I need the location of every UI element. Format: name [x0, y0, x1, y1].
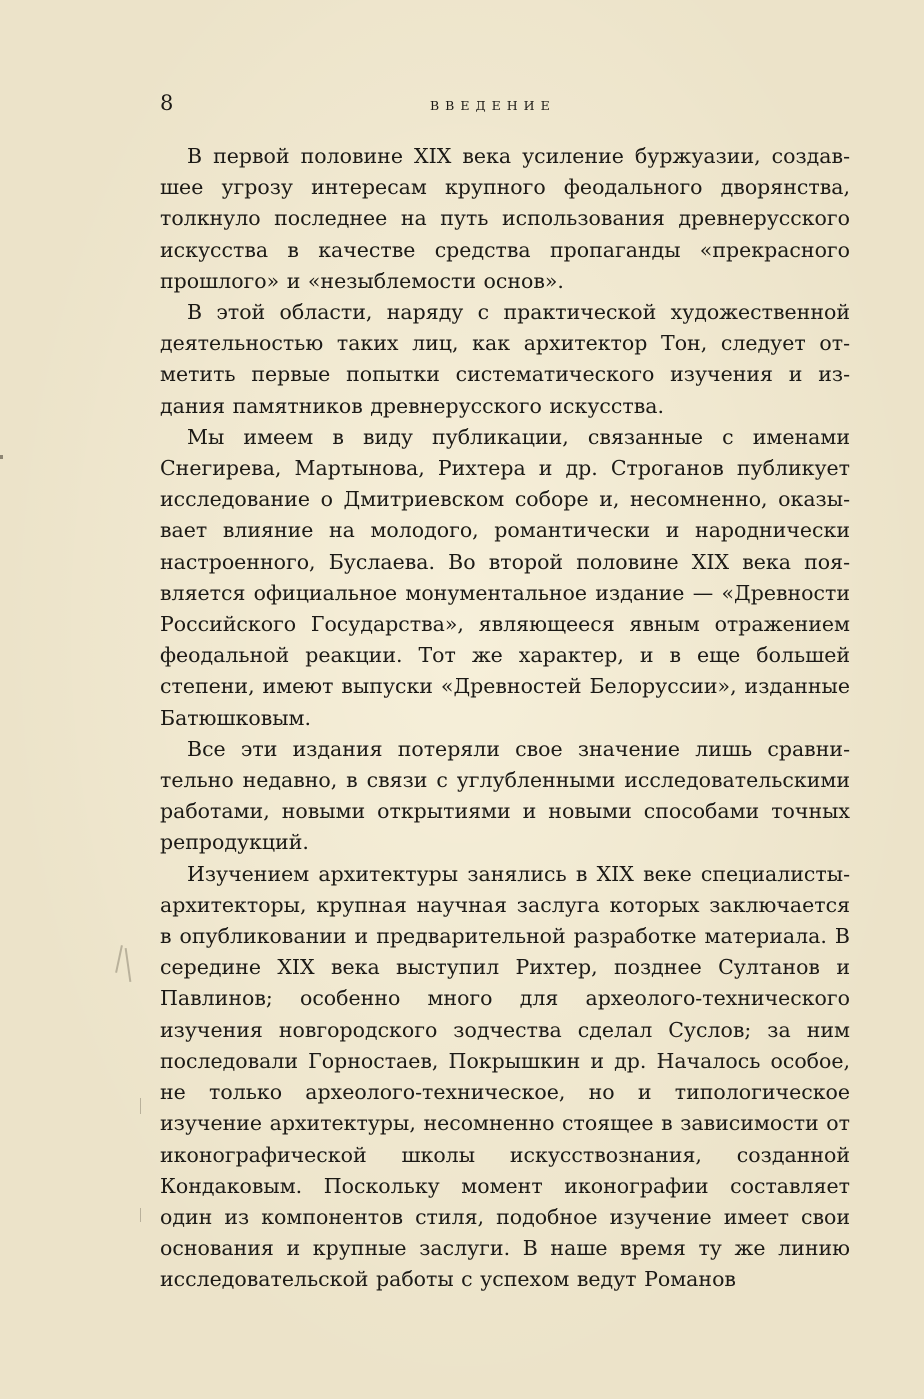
- paragraph: В этой области, наряду с практической художественной деятельностью таких лиц, как архитектор Тон, следует отметить первые попытки систематического изучения и издания памятников древнерусского искусства.: [160, 300, 850, 418]
- page-header: [160, 88, 850, 118]
- margin-pencil-mark: [140, 1208, 141, 1222]
- paragraph: В первой половине XIX века усиление буржуазии, создавшее угрозу интересам крупного феодального дворянства, толкнуло последнее на путь использования древнерусского искусства в качестве средства пропаганды «прекрасного прошлого» и «незыблемости основ».: [160, 144, 850, 293]
- paragraph: Изучением архитектуры занялись в XIX веке специалисты-архитекторы, крупная научная заслуга которых заключается в опубликовании и предварительной разработке материала. В середине XIX века выступил Рихтер, позднее Султанов и Павлинов; особенно много для археолого-технического изучения новгородского зодчества сделал Суслов; за ним последовали Горностаев, Покрышкин и др. Началось особое, не только археолого-техническое, но и типологическое изучение архитектуры, несомненно стоящее в зависимости от иконографической школы искусствознания, созданной Кондаковым. Поскольку момент иконографии составляет один из компонентов стиля, подобное изучение имеет свои основания и крупные заслуги. В наше время ту же линию исследовательской работы с успехом ведут Романов: [160, 861, 850, 1292]
- margin-pencil-mark: [115, 945, 123, 973]
- paragraph: Все эти издания потеряли свое значение лишь сравнительно недавно, в связи с углубленными исследовательскими работами, новыми открытиями и новыми способами точных репродукций.: [160, 736, 850, 855]
- paragraph: Мы имеем в виду публикации, связанные с именами Снегирева, Мартынова, Рихтера и др. Строганов публикует исследование о Дмитриевском соборе и, несомненно, оказывает влияние на молодого, романтически и народнически настроенного, Буслаева. Во второй половине XIX века появляется официальное монументальное издание — «Древности Российского Государства», являющееся явным отражением феодальной реакции. Тот же характер, и в еще большей степени, имеют выпуски «Древностей Белоруссии», изданные Батюшковым.: [160, 424, 850, 730]
- body-text: [160, 141, 850, 1296]
- margin-pencil-mark: [140, 1098, 141, 1114]
- page-number: 8: [160, 91, 174, 115]
- running-title: ВВЕДЕНИЕ: [430, 98, 556, 113]
- margin-pencil-mark: [125, 948, 132, 982]
- page-edge-mark: [0, 455, 3, 459]
